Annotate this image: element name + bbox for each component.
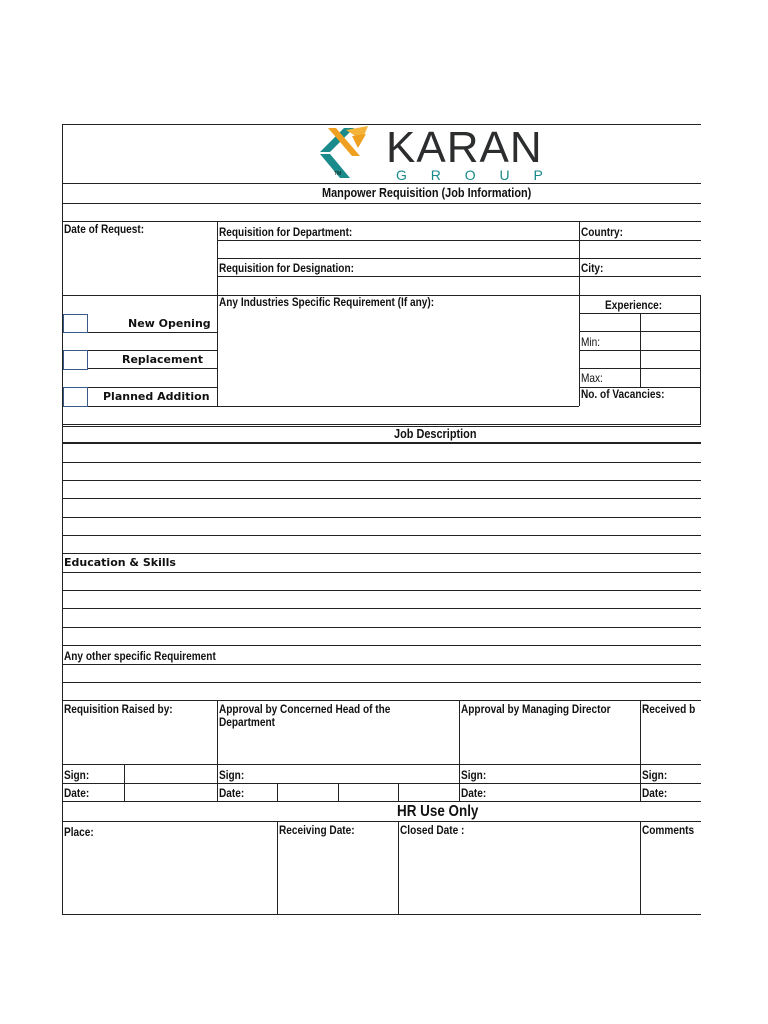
replacement-checkbox[interactable]	[63, 350, 88, 370]
logo-tm: TM	[334, 171, 342, 177]
department-label: Requisition for Department:	[219, 225, 353, 239]
industry-requirement-field[interactable]	[218, 312, 579, 406]
head-sign-field[interactable]	[278, 765, 459, 783]
raised-by-sign-label: Sign:	[64, 768, 90, 782]
hr-comments-label: Comments	[642, 823, 695, 837]
received-date-label: Date:	[642, 786, 668, 800]
head-sign-label: Sign:	[219, 768, 245, 782]
raised-by-sign-field[interactable]	[125, 765, 217, 783]
new-opening-checkbox[interactable]	[63, 314, 88, 333]
planned-addition-checkbox[interactable]	[63, 387, 88, 407]
hr-place-field[interactable]	[63, 840, 277, 914]
md-date-label: Date:	[461, 786, 487, 800]
department-field[interactable]	[218, 241, 579, 258]
vacancies-field[interactable]	[580, 403, 700, 423]
experience-min-label: Min:	[581, 335, 601, 349]
hr-closed-date-field[interactable]	[399, 840, 640, 914]
city-label: City:	[581, 261, 604, 275]
country-field[interactable]	[580, 241, 700, 258]
hr-comments-field[interactable]	[641, 840, 700, 914]
experience-max-label: Max:	[581, 371, 603, 385]
job-description-heading: Job Description	[394, 426, 477, 441]
new-opening-label: New Opening	[128, 317, 211, 330]
form-title: Manpower Requisition (Job Information)	[322, 185, 532, 200]
job-description-field[interactable]	[63, 444, 700, 553]
hr-receiving-date-field[interactable]	[278, 840, 398, 914]
education-skills-field[interactable]	[63, 573, 700, 645]
hr-closed-date-label: Closed Date :	[400, 823, 465, 837]
hr-receiving-date-label: Receiving Date:	[279, 823, 355, 837]
planned-addition-label: Planned Addition	[103, 390, 210, 403]
raised-by-label: Requisition Raised by:	[64, 702, 173, 716]
replacement-label: Replacement	[122, 353, 203, 366]
designation-label: Requisition for Designation:	[219, 261, 354, 275]
logo-group: G R O U P	[396, 167, 553, 183]
hr-use-only-heading: HR Use Only	[397, 803, 479, 820]
md-approval-label: Approval by Managing Director	[461, 702, 611, 716]
other-requirement-field[interactable]	[63, 665, 700, 700]
experience-min-field[interactable]	[641, 332, 700, 350]
logo-name: KARAN	[386, 123, 543, 172]
experience-label: Experience:	[605, 298, 663, 312]
company-logo	[300, 124, 590, 183]
date-of-request-label: Date of Request:	[64, 222, 145, 236]
raised-by-date-label: Date:	[64, 786, 90, 800]
date-of-request-field[interactable]	[63, 238, 217, 294]
designation-field[interactable]	[218, 277, 579, 295]
experience-max-field[interactable]	[641, 369, 700, 387]
vacancies-label: No. of Vacancies:	[581, 387, 665, 401]
md-sign-label: Sign:	[461, 768, 487, 782]
received-sign-label: Sign:	[642, 768, 668, 782]
received-by-label: Received b	[642, 702, 696, 716]
education-skills-heading: Education & Skills	[64, 556, 176, 569]
city-field[interactable]	[580, 277, 700, 295]
raised-by-date-field[interactable]	[125, 784, 217, 801]
head-approval-label-line2: Department	[219, 715, 276, 729]
hr-place-label: Place:	[64, 825, 94, 839]
head-date-field[interactable]	[278, 784, 459, 801]
head-date-label: Date:	[219, 786, 245, 800]
other-requirement-heading: Any other specific Requirement	[64, 649, 216, 663]
country-label: Country:	[581, 225, 623, 239]
industry-requirement-label: Any Industries Specific Requirement (If any):	[219, 295, 435, 309]
head-approval-label-line1: Approval by Concerned Head of the	[219, 702, 391, 716]
